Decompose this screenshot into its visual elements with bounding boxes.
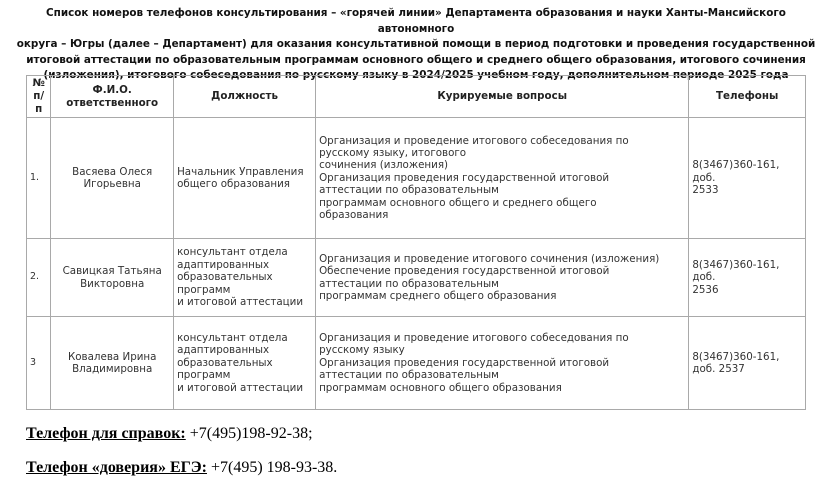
cell-name: Васяева Олеся Игорьевна bbox=[51, 118, 174, 239]
cell-num: 3 bbox=[27, 317, 51, 410]
cell-num: 1. bbox=[27, 118, 51, 239]
table-row bbox=[27, 317, 806, 410]
cell-position: Начальник Управления общего образования bbox=[174, 118, 316, 239]
header-name: Ф.И.О. ответственного bbox=[51, 76, 174, 118]
document-title bbox=[8, 6, 824, 84]
table-row bbox=[27, 118, 806, 239]
cell-issues: Организация и проведение итогового собеседования по русскому языку, итогового сочинения (изложения) Организация проведения государственной итоговой аттестации по образовательным программам основного общего и среднего общего образования bbox=[316, 118, 689, 239]
cell-position: консультант отдела адаптированных образовательных программ и итоговой аттестации bbox=[174, 239, 316, 317]
title-line: (изложения), итогового собеседования по русскому языку в 2024/2025 учебном году, дополнительном периоде 2025 года bbox=[43, 69, 789, 82]
trust-phone-value: +7(495) 198-93-38. bbox=[206, 459, 338, 476]
hotline-table bbox=[26, 75, 806, 410]
table-header-row bbox=[27, 76, 806, 118]
trust-phone-label: Телефон «доверия» ЕГЭ: bbox=[26, 459, 207, 476]
reference-phone bbox=[26, 425, 313, 443]
cell-position: консультант отдела адаптированных образовательных программ и итоговой аттестации bbox=[174, 317, 316, 410]
cell-num: 2. bbox=[27, 239, 51, 317]
header-num: № п/п bbox=[27, 76, 51, 118]
header-phones: Телефоны bbox=[689, 76, 806, 118]
title-line: округа – Югры (далее – Департамент) для оказания консультативной помощи в период подготовки и проведения государственной bbox=[16, 38, 816, 51]
table-row bbox=[27, 239, 806, 317]
reference-phone-label: Телефон для справок: bbox=[26, 425, 186, 442]
cell-issues: Организация и проведение итогового собеседования по русскому языку Организация проведения государственной итоговой аттестации по образовательным программам основного общего образования bbox=[316, 317, 689, 410]
cell-phones: 8(3467)360-161, доб. 2536 bbox=[689, 239, 806, 317]
title-line: Список номеров телефонов консультирования – «горячей линии» Департамента образования и науки Ханты-Мансийского автономного bbox=[46, 7, 786, 35]
cell-name: Савицкая Татьяна Викторовна bbox=[51, 239, 174, 317]
header-position: Должность bbox=[174, 76, 316, 118]
header-issues: Курируемые вопросы bbox=[316, 76, 689, 118]
title-line: итоговой аттестации по образовательным программам основного общего и среднего общего образования, итогового сочинения bbox=[26, 53, 806, 66]
cell-phones: 8(3467)360-161, доб. 2533 bbox=[689, 118, 806, 239]
reference-phone-value: +7(495)198-92-38; bbox=[185, 425, 313, 442]
cell-issues: Организация и проведение итогового сочинения (изложения) Обеспечение проведения государственной итоговой аттестации по образовательным программам среднего общего образования bbox=[316, 239, 689, 317]
trust-phone bbox=[26, 459, 337, 477]
cell-name: Ковалева Ирина Владимировна bbox=[51, 317, 174, 410]
cell-phones: 8(3467)360-161, доб. 2537 bbox=[689, 317, 806, 410]
